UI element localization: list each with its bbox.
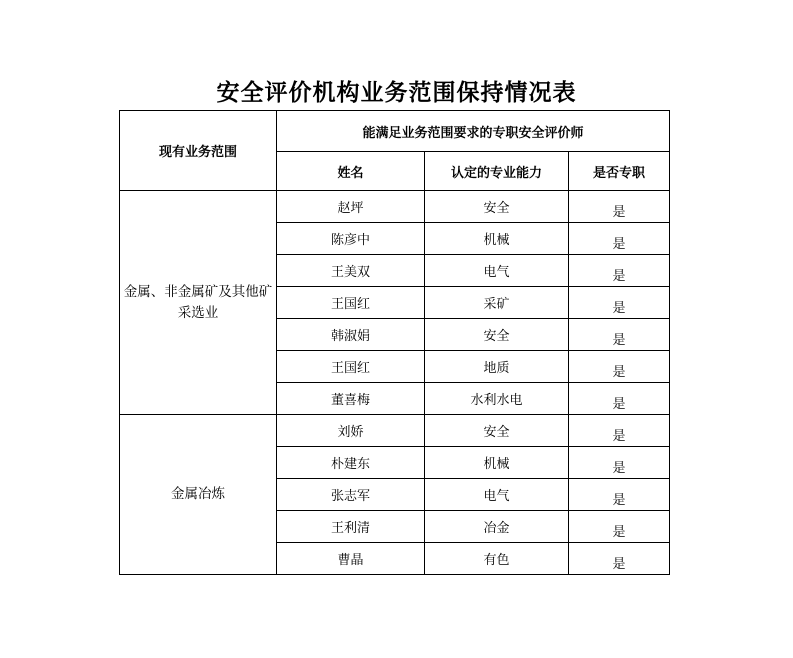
ability-cell: 地质 <box>425 351 569 383</box>
fulltime-value: 是 <box>612 461 626 476</box>
fulltime-cell <box>569 287 670 319</box>
fulltime-cell <box>569 447 670 479</box>
name-cell: 刘娇 <box>277 415 425 447</box>
fulltime-cell <box>569 255 670 287</box>
scope-cell: 金属、非金属矿及其他矿采选业 <box>120 191 277 415</box>
ability-cell: 电气 <box>425 479 569 511</box>
name-cell: 赵坪 <box>277 191 425 223</box>
fulltime-cell <box>569 383 670 415</box>
header-scope: 现有业务范围 <box>120 111 277 191</box>
ability-cell: 水利水电 <box>425 383 569 415</box>
document-title: 安全评价机构业务范围保持情况表 <box>216 79 577 106</box>
name-cell: 王美双 <box>277 255 425 287</box>
fulltime-cell <box>569 543 670 575</box>
roster-table <box>119 110 670 575</box>
ability-cell: 冶金 <box>425 511 569 543</box>
header-ability: 认定的专业能力 <box>425 152 569 191</box>
name-cell: 张志军 <box>277 479 425 511</box>
header-row-top <box>120 111 670 152</box>
fulltime-cell <box>569 319 670 351</box>
header-fulltime: 是否专职 <box>569 152 670 191</box>
ability-cell: 安全 <box>425 191 569 223</box>
header-name: 姓名 <box>277 152 425 191</box>
ability-cell: 有色 <box>425 543 569 575</box>
fulltime-cell <box>569 191 670 223</box>
fulltime-value: 是 <box>612 205 626 220</box>
name-cell: 韩淑娟 <box>277 319 425 351</box>
fulltime-value: 是 <box>612 333 626 348</box>
name-cell: 陈彦中 <box>277 223 425 255</box>
fulltime-value: 是 <box>612 269 626 284</box>
fulltime-value: 是 <box>612 397 626 412</box>
ability-cell: 安全 <box>425 319 569 351</box>
fulltime-value: 是 <box>612 365 626 380</box>
fulltime-value: 是 <box>612 493 626 508</box>
fulltime-value: 是 <box>612 557 626 572</box>
fulltime-value: 是 <box>612 429 626 444</box>
ability-cell: 采矿 <box>425 287 569 319</box>
name-cell: 朴建东 <box>277 447 425 479</box>
fulltime-value: 是 <box>612 525 626 540</box>
header-group: 能满足业务范围要求的专职安全评价师 <box>277 111 670 152</box>
fulltime-cell <box>569 479 670 511</box>
ability-cell: 电气 <box>425 255 569 287</box>
name-cell: 王利清 <box>277 511 425 543</box>
scope-cell: 金属冶炼 <box>120 415 277 575</box>
fulltime-cell <box>569 223 670 255</box>
table-row <box>120 415 670 447</box>
name-cell: 董喜梅 <box>277 383 425 415</box>
fulltime-cell <box>569 415 670 447</box>
fulltime-value: 是 <box>612 301 626 316</box>
table-row <box>120 191 670 223</box>
name-cell: 曹晶 <box>277 543 425 575</box>
fulltime-cell <box>569 511 670 543</box>
ability-cell: 安全 <box>425 415 569 447</box>
fulltime-value: 是 <box>612 237 626 252</box>
name-cell: 王国红 <box>277 351 425 383</box>
fulltime-cell <box>569 351 670 383</box>
ability-cell: 机械 <box>425 223 569 255</box>
name-cell: 王国红 <box>277 287 425 319</box>
ability-cell: 机械 <box>425 447 569 479</box>
